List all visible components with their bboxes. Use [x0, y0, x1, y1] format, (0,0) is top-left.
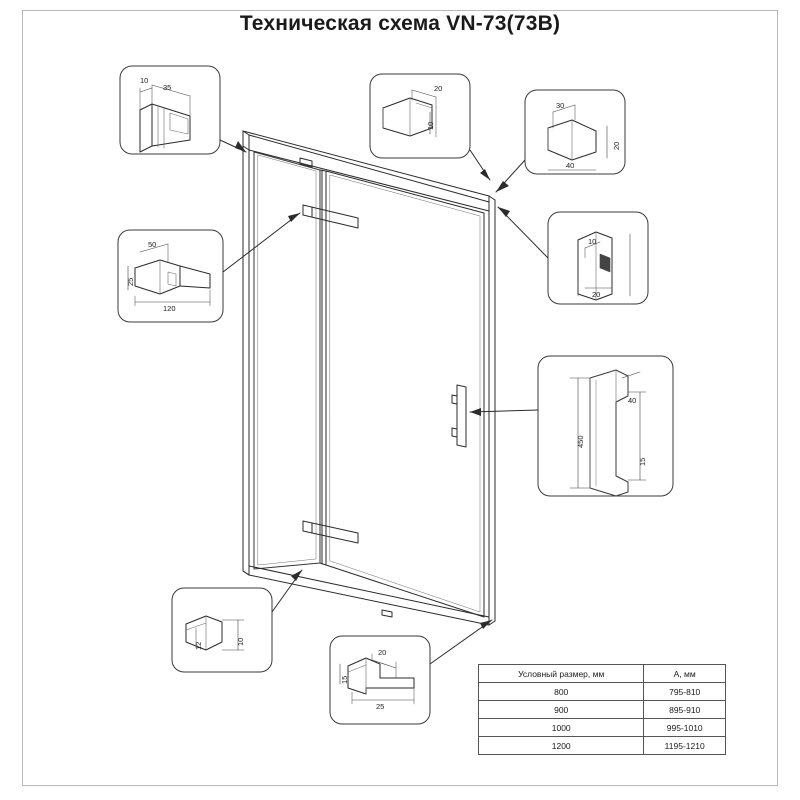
- dim-top-left-10: 10: [140, 76, 149, 85]
- dim-top-right-40: 40: [566, 161, 575, 170]
- dim-top-right-20: 20: [612, 141, 621, 150]
- dim-right-upper-20: 20: [592, 290, 601, 299]
- dim-left-middle-25: 25: [126, 277, 135, 286]
- table-cell-size: 1200: [479, 737, 644, 755]
- dim-right-upper-10: 10: [588, 237, 597, 246]
- table-cell-size: 1000: [479, 719, 644, 737]
- table-cell-a: 995-1010: [644, 719, 726, 737]
- dim-top-center-10: 10: [426, 121, 435, 130]
- dim-bottom-left-10: 10: [236, 637, 245, 646]
- table-row: [479, 719, 726, 737]
- table-header-row: [479, 665, 726, 683]
- table-cell-a: 1195-1210: [644, 737, 726, 755]
- table-row: [479, 701, 726, 719]
- dim-bottom-center-25: 25: [376, 702, 385, 711]
- page-title: Техническая схема VN-73(73B): [239, 12, 561, 35]
- dim-bottom-left-12: 12: [194, 641, 203, 650]
- dim-right-lower-40: 40: [628, 396, 637, 405]
- dim-right-lower-450: 450: [576, 435, 585, 448]
- table-cell-size: 800: [479, 683, 644, 701]
- dim-top-left-35: 35: [163, 83, 172, 92]
- dim-bottom-center-20: 20: [378, 648, 387, 657]
- dim-top-center-20: 20: [434, 84, 443, 93]
- table-row: [479, 737, 726, 755]
- size-table: [478, 664, 726, 755]
- dim-right-lower-15: 15: [638, 457, 647, 466]
- table-row: [479, 683, 726, 701]
- table-cell-a: 795-810: [644, 683, 726, 701]
- table-cell-size: 900: [479, 701, 644, 719]
- dim-bottom-center-15: 15: [340, 675, 349, 684]
- table-header-a: А, мм: [644, 665, 726, 683]
- dim-left-middle-50: 50: [148, 240, 157, 249]
- dim-left-middle-120: 120: [163, 304, 176, 313]
- table-cell-a: 895-910: [644, 701, 726, 719]
- dim-top-right-30: 30: [556, 101, 565, 110]
- table-header-size: Условный размер, мм: [479, 665, 644, 683]
